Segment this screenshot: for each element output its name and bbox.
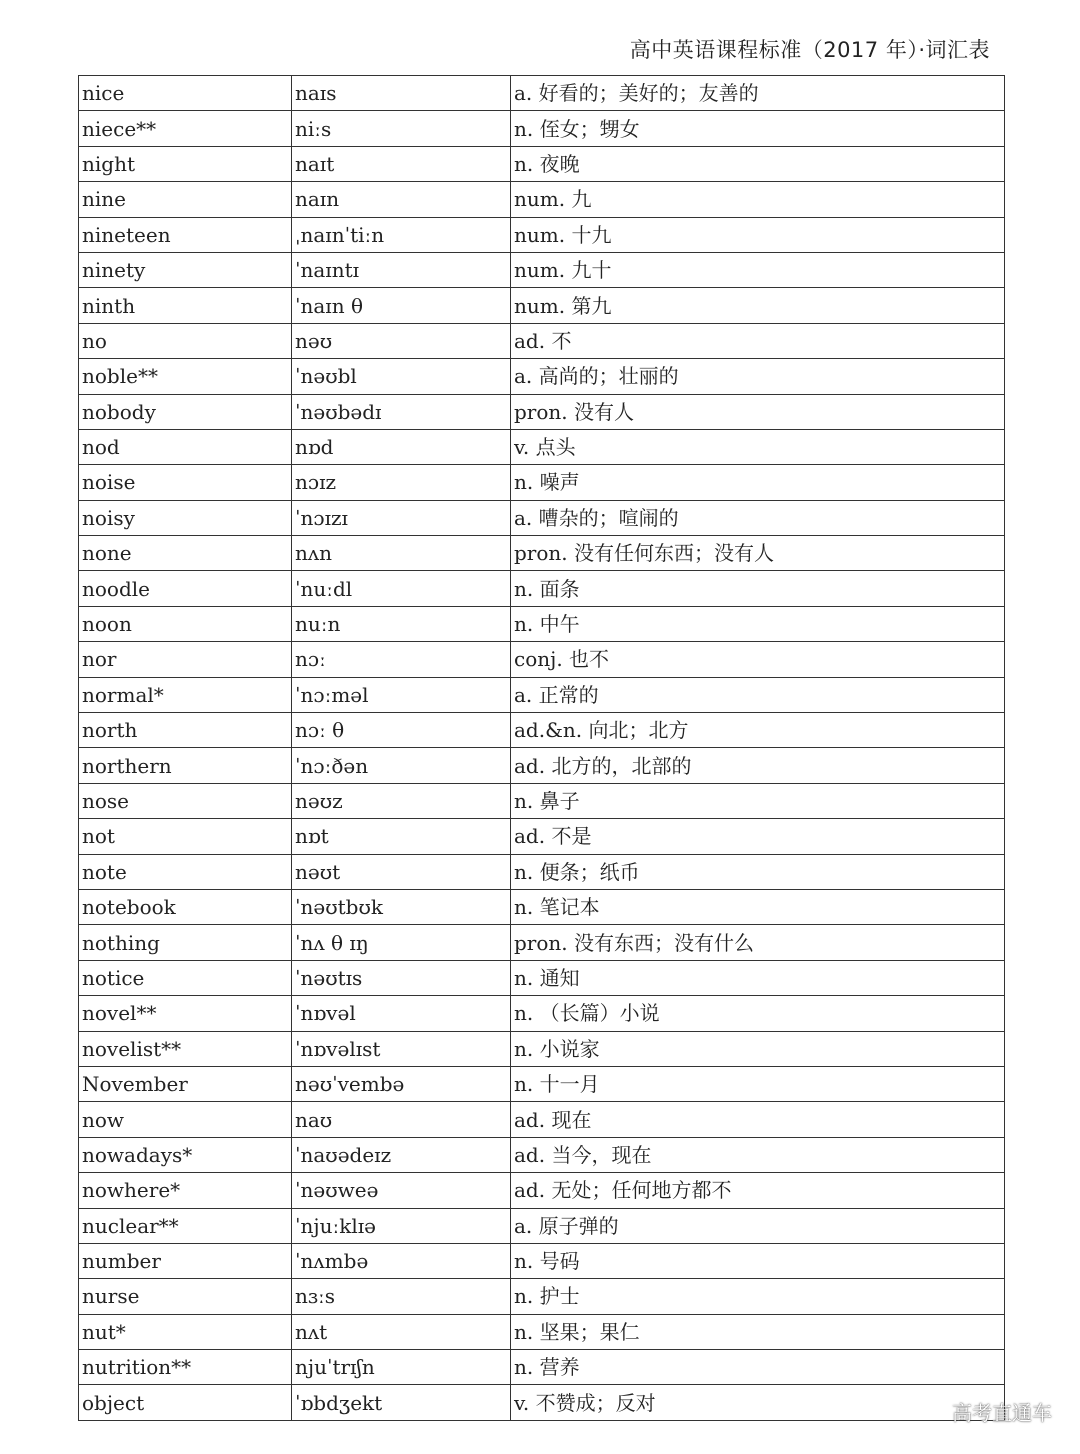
definition-cell: ad. 不是 bbox=[511, 819, 1005, 854]
word-cell: ninety bbox=[79, 252, 292, 287]
table-row bbox=[79, 1031, 1005, 1066]
word-cell: niece** bbox=[79, 111, 292, 146]
word-cell: novel** bbox=[79, 996, 292, 1031]
definition-cell: n. 坚果；果仁 bbox=[511, 1314, 1005, 1349]
definition-cell: n. 面条 bbox=[511, 571, 1005, 606]
word-cell: now bbox=[79, 1102, 292, 1137]
definition-cell: n. 夜晚 bbox=[511, 146, 1005, 181]
word-cell: nineteen bbox=[79, 217, 292, 252]
word-cell: normal* bbox=[79, 677, 292, 712]
table-row bbox=[79, 854, 1005, 889]
table-row bbox=[79, 1243, 1005, 1278]
definition-cell: n. 号码 bbox=[511, 1243, 1005, 1278]
definition-cell: ad. 现在 bbox=[511, 1102, 1005, 1137]
vocabulary-table-body bbox=[79, 76, 1005, 1421]
word-cell: nothing bbox=[79, 925, 292, 960]
table-row bbox=[79, 1102, 1005, 1137]
definition-cell: pron. 没有任何东西；没有人 bbox=[511, 536, 1005, 571]
word-cell: none bbox=[79, 536, 292, 571]
word-cell: nurse bbox=[79, 1279, 292, 1314]
phonetic-cell: ˈnəʊbədɪ bbox=[292, 394, 511, 429]
table-row bbox=[79, 606, 1005, 641]
watermark: 高考直通车 bbox=[952, 1401, 1052, 1425]
phonetic-cell: ˈnaʊədeɪz bbox=[292, 1137, 511, 1172]
definition-cell: num. 九十 bbox=[511, 252, 1005, 287]
phonetic-cell: ˌnaɪnˈtiːn bbox=[292, 217, 511, 252]
table-row bbox=[79, 1137, 1005, 1172]
phonetic-cell: ˈnʌmbə bbox=[292, 1243, 511, 1278]
word-cell: noodle bbox=[79, 571, 292, 606]
table-row bbox=[79, 996, 1005, 1031]
table-row bbox=[79, 359, 1005, 394]
phonetic-cell: ˈnɔːməl bbox=[292, 677, 511, 712]
phonetic-cell: ˈɒbdʒekt bbox=[292, 1385, 511, 1420]
word-cell: ninth bbox=[79, 288, 292, 323]
page-header-title: 高中英语课程标准（2017 年）·词汇表 bbox=[629, 38, 990, 62]
definition-cell: n. 便条；纸币 bbox=[511, 854, 1005, 889]
definition-cell: ad. 无处；任何地方都不 bbox=[511, 1173, 1005, 1208]
vocabulary-table bbox=[78, 75, 1005, 1421]
phonetic-cell: ˈnəʊtɪs bbox=[292, 960, 511, 995]
definition-cell: a. 嘈杂的；喧闹的 bbox=[511, 500, 1005, 535]
table-row bbox=[79, 182, 1005, 217]
definition-cell: n. 十一月 bbox=[511, 1066, 1005, 1101]
definition-cell: num. 第九 bbox=[511, 288, 1005, 323]
definition-cell: ad. 当今，现在 bbox=[511, 1137, 1005, 1172]
word-cell: object bbox=[79, 1385, 292, 1420]
phonetic-cell: njuˈtrɪʃn bbox=[292, 1350, 511, 1385]
table-row bbox=[79, 217, 1005, 252]
table-row bbox=[79, 925, 1005, 960]
table-row bbox=[79, 394, 1005, 429]
table-row bbox=[79, 252, 1005, 287]
phonetic-cell: nəʊˈvembə bbox=[292, 1066, 511, 1101]
word-cell: nuclear** bbox=[79, 1208, 292, 1243]
definition-cell: n. 侄女；甥女 bbox=[511, 111, 1005, 146]
definition-cell: n. 鼻子 bbox=[511, 783, 1005, 818]
phonetic-cell: nɔː θ bbox=[292, 713, 511, 748]
definition-cell: pron. 没有东西；没有什么 bbox=[511, 925, 1005, 960]
phonetic-cell: nɔː bbox=[292, 642, 511, 677]
table-row bbox=[79, 642, 1005, 677]
table-row bbox=[79, 960, 1005, 995]
phonetic-cell: nɔɪz bbox=[292, 465, 511, 500]
word-cell: noise bbox=[79, 465, 292, 500]
definition-cell: a. 正常的 bbox=[511, 677, 1005, 712]
phonetic-cell: nɒt bbox=[292, 819, 511, 854]
word-cell: nine bbox=[79, 182, 292, 217]
word-cell: noble** bbox=[79, 359, 292, 394]
table-row bbox=[79, 288, 1005, 323]
word-cell: notice bbox=[79, 960, 292, 995]
phonetic-cell: naʊ bbox=[292, 1102, 511, 1137]
phonetic-cell: ˈnuːdl bbox=[292, 571, 511, 606]
definition-cell: n. （长篇）小说 bbox=[511, 996, 1005, 1031]
word-cell: noon bbox=[79, 606, 292, 641]
table-row bbox=[79, 713, 1005, 748]
word-cell: nor bbox=[79, 642, 292, 677]
word-cell: no bbox=[79, 323, 292, 358]
word-cell: note bbox=[79, 854, 292, 889]
word-cell: nice bbox=[79, 76, 292, 111]
phonetic-cell: ˈnəʊbl bbox=[292, 359, 511, 394]
definition-cell: n. 护士 bbox=[511, 1279, 1005, 1314]
definition-cell: v. 不赞成；反对 bbox=[511, 1385, 1005, 1420]
word-cell: nose bbox=[79, 783, 292, 818]
phonetic-cell: ˈnjuːklɪə bbox=[292, 1208, 511, 1243]
definition-cell: num. 十九 bbox=[511, 217, 1005, 252]
definition-cell: n. 中午 bbox=[511, 606, 1005, 641]
word-cell: night bbox=[79, 146, 292, 181]
word-cell: novelist** bbox=[79, 1031, 292, 1066]
definition-cell: num. 九 bbox=[511, 182, 1005, 217]
word-cell: nod bbox=[79, 429, 292, 464]
table-row bbox=[79, 536, 1005, 571]
table-row bbox=[79, 76, 1005, 111]
table-row bbox=[79, 677, 1005, 712]
phonetic-cell: naɪs bbox=[292, 76, 511, 111]
phonetic-cell: nəʊz bbox=[292, 783, 511, 818]
definition-cell: pron. 没有人 bbox=[511, 394, 1005, 429]
phonetic-cell: naɪn bbox=[292, 182, 511, 217]
phonetic-cell: ˈnaɪn θ bbox=[292, 288, 511, 323]
definition-cell: n. 通知 bbox=[511, 960, 1005, 995]
table-row bbox=[79, 819, 1005, 854]
table-row bbox=[79, 465, 1005, 500]
word-cell: noisy bbox=[79, 500, 292, 535]
table-row bbox=[79, 783, 1005, 818]
table-row bbox=[79, 1279, 1005, 1314]
word-cell: nutrition** bbox=[79, 1350, 292, 1385]
table-row bbox=[79, 146, 1005, 181]
word-cell: notebook bbox=[79, 889, 292, 924]
word-cell: nowhere* bbox=[79, 1173, 292, 1208]
phonetic-cell: nɒd bbox=[292, 429, 511, 464]
table-row bbox=[79, 1314, 1005, 1349]
table-row bbox=[79, 1350, 1005, 1385]
definition-cell: conj. 也不 bbox=[511, 642, 1005, 677]
table-row bbox=[79, 1173, 1005, 1208]
phonetic-cell: nʌt bbox=[292, 1314, 511, 1349]
table-row bbox=[79, 500, 1005, 535]
definition-cell: v. 点头 bbox=[511, 429, 1005, 464]
word-cell: north bbox=[79, 713, 292, 748]
phonetic-cell: ˈnəʊtbʊk bbox=[292, 889, 511, 924]
definition-cell: n. 笔记本 bbox=[511, 889, 1005, 924]
definition-cell: ad. 北方的，北部的 bbox=[511, 748, 1005, 783]
table-row bbox=[79, 889, 1005, 924]
word-cell: northern bbox=[79, 748, 292, 783]
definition-cell: n. 噪声 bbox=[511, 465, 1005, 500]
table-row bbox=[79, 1066, 1005, 1101]
table-row bbox=[79, 111, 1005, 146]
phonetic-cell: ˈnɔɪzɪ bbox=[292, 500, 511, 535]
phonetic-cell: nuːn bbox=[292, 606, 511, 641]
table-row bbox=[79, 571, 1005, 606]
word-cell: nobody bbox=[79, 394, 292, 429]
definition-cell: n. 营养 bbox=[511, 1350, 1005, 1385]
phonetic-cell: nəʊ bbox=[292, 323, 511, 358]
word-cell: nut* bbox=[79, 1314, 292, 1349]
word-cell: number bbox=[79, 1243, 292, 1278]
phonetic-cell: nʌn bbox=[292, 536, 511, 571]
phonetic-cell: ˈnəʊweə bbox=[292, 1173, 511, 1208]
phonetic-cell: ˈnʌ θ ɪŋ bbox=[292, 925, 511, 960]
table-row bbox=[79, 1208, 1005, 1243]
phonetic-cell: naɪt bbox=[292, 146, 511, 181]
phonetic-cell: ˈnɒvəlɪst bbox=[292, 1031, 511, 1066]
phonetic-cell: niːs bbox=[292, 111, 511, 146]
phonetic-cell: ˈnaɪntɪ bbox=[292, 252, 511, 287]
definition-cell: a. 高尚的；壮丽的 bbox=[511, 359, 1005, 394]
definition-cell: a. 好看的；美好的；友善的 bbox=[511, 76, 1005, 111]
phonetic-cell: ˈnɔːðən bbox=[292, 748, 511, 783]
phonetic-cell: nəʊt bbox=[292, 854, 511, 889]
definition-cell: ad. 不 bbox=[511, 323, 1005, 358]
definition-cell: ad.&n. 向北；北方 bbox=[511, 713, 1005, 748]
word-cell: November bbox=[79, 1066, 292, 1101]
table-row bbox=[79, 323, 1005, 358]
table-row bbox=[79, 1385, 1005, 1420]
phonetic-cell: nɜːs bbox=[292, 1279, 511, 1314]
word-cell: not bbox=[79, 819, 292, 854]
definition-cell: a. 原子弹的 bbox=[511, 1208, 1005, 1243]
definition-cell: n. 小说家 bbox=[511, 1031, 1005, 1066]
table-row bbox=[79, 429, 1005, 464]
table-row bbox=[79, 748, 1005, 783]
phonetic-cell: ˈnɒvəl bbox=[292, 996, 511, 1031]
word-cell: nowadays* bbox=[79, 1137, 292, 1172]
